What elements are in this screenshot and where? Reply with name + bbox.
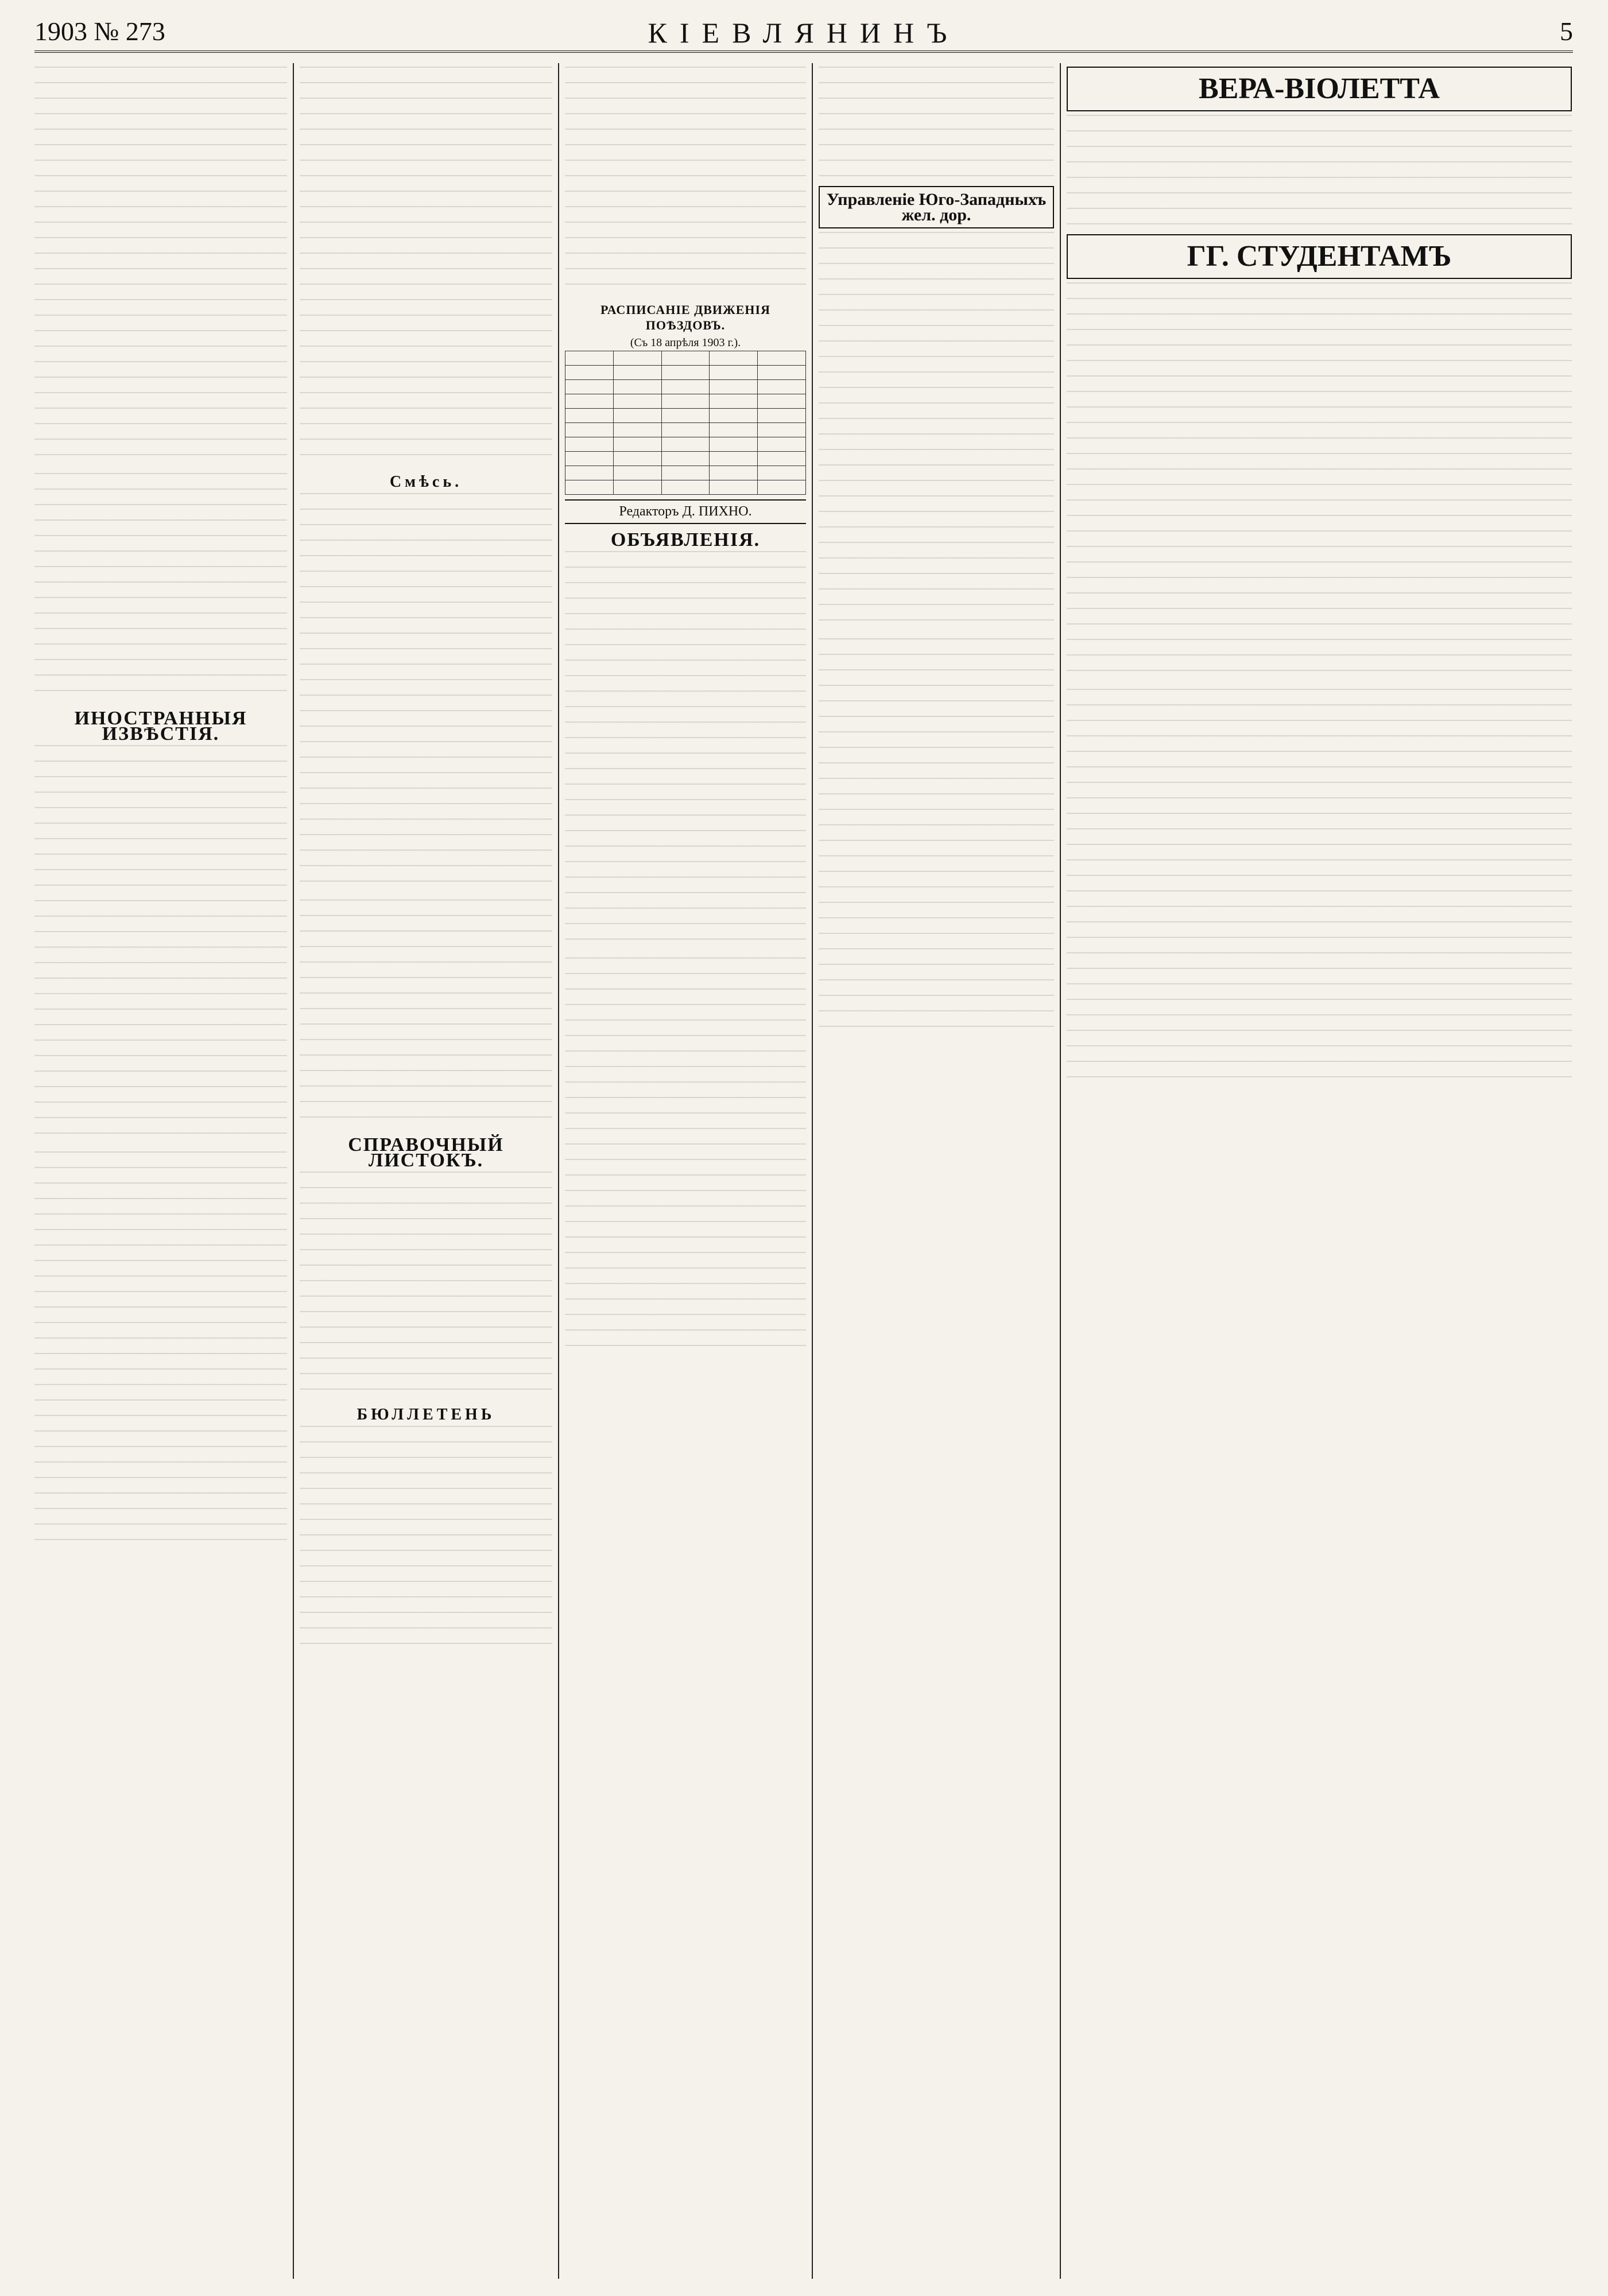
column-5-text-not-reproduced <box>1067 115 1572 230</box>
column-3 <box>565 63 806 2279</box>
column-rule <box>812 63 813 2279</box>
railway-notice <box>819 186 1054 228</box>
ad-students <box>1067 234 1572 279</box>
column-4 <box>819 63 1054 2279</box>
bulletin-heading: БЮЛЛЕТЕНЬ <box>357 1406 495 1424</box>
column-4-text-not-reproduced <box>819 67 1054 181</box>
miscellany-heading: Смѣсь. <box>389 473 463 491</box>
newspaper-title: КІЕВЛЯНИНЪ <box>648 17 960 49</box>
column-1-text-not-reproduced <box>34 67 287 468</box>
reference-sheet-heading: СПРАВОЧНЫЙ ЛИСТОКЪ. <box>348 1134 504 1171</box>
column-5 <box>1067 63 1572 2279</box>
column-rule <box>558 63 559 2279</box>
page-number: 5 <box>1560 17 1573 46</box>
column-rule <box>293 63 294 2279</box>
bulletin-text-not-reproduced <box>300 1426 552 1655</box>
classified-ads-not-reproduced <box>565 551 806 953</box>
column-2-text-not-reproduced <box>300 899 552 1129</box>
column-3-text-not-reproduced <box>565 67 806 296</box>
column-rule <box>1060 63 1061 2279</box>
issue-number: 1903 № 273 <box>34 17 165 46</box>
column-5-text-not-reproduced <box>1067 282 1572 684</box>
masthead <box>34 16 1573 53</box>
train-schedule-table <box>565 351 806 495</box>
column-4-text-not-reproduced <box>819 638 1054 1040</box>
column-1-text-not-reproduced <box>34 1151 287 1553</box>
schedule-date: (Съ 18 апрѣля 1903 г.). <box>630 336 741 349</box>
column-5-text-not-reproduced <box>1067 689 1572 1091</box>
column-1-text-not-reproduced <box>34 745 287 1147</box>
column-1 <box>34 63 287 2279</box>
railway-notice-heading: Управленіе Юго-Западныхъ жел. дор. <box>826 190 1047 224</box>
advertisements-heading: ОБЪЯВЛЕНІЯ. <box>610 529 761 550</box>
column-4-text-not-reproduced <box>819 232 1054 634</box>
column-1-text-not-reproduced <box>34 473 287 703</box>
column-2-text-not-reproduced <box>300 67 552 468</box>
classified-ads-not-reproduced <box>565 957 806 1359</box>
column-2-text-not-reproduced <box>300 493 552 895</box>
editor-line: Редакторъ Д. ПИХНО. <box>565 499 806 524</box>
ad-vera-violetta <box>1067 67 1572 111</box>
foreign-news-heading: ИНОСТРАННЫЯ ИЗВѢСТІЯ. <box>74 708 247 744</box>
schedule-heading: РАСПИСАНІЕ ДВИЖЕНІЯ ПОѢЗДОВЪ. <box>600 302 770 332</box>
column-2 <box>300 63 552 2279</box>
exchange-table-not-reproduced <box>300 1172 552 1401</box>
ad-students-heading: ГГ. СТУДЕНТАМЪ <box>1187 240 1452 273</box>
ad-vera-violetta-brand: ВЕРА-ВІОЛЕТТА <box>1199 72 1440 105</box>
